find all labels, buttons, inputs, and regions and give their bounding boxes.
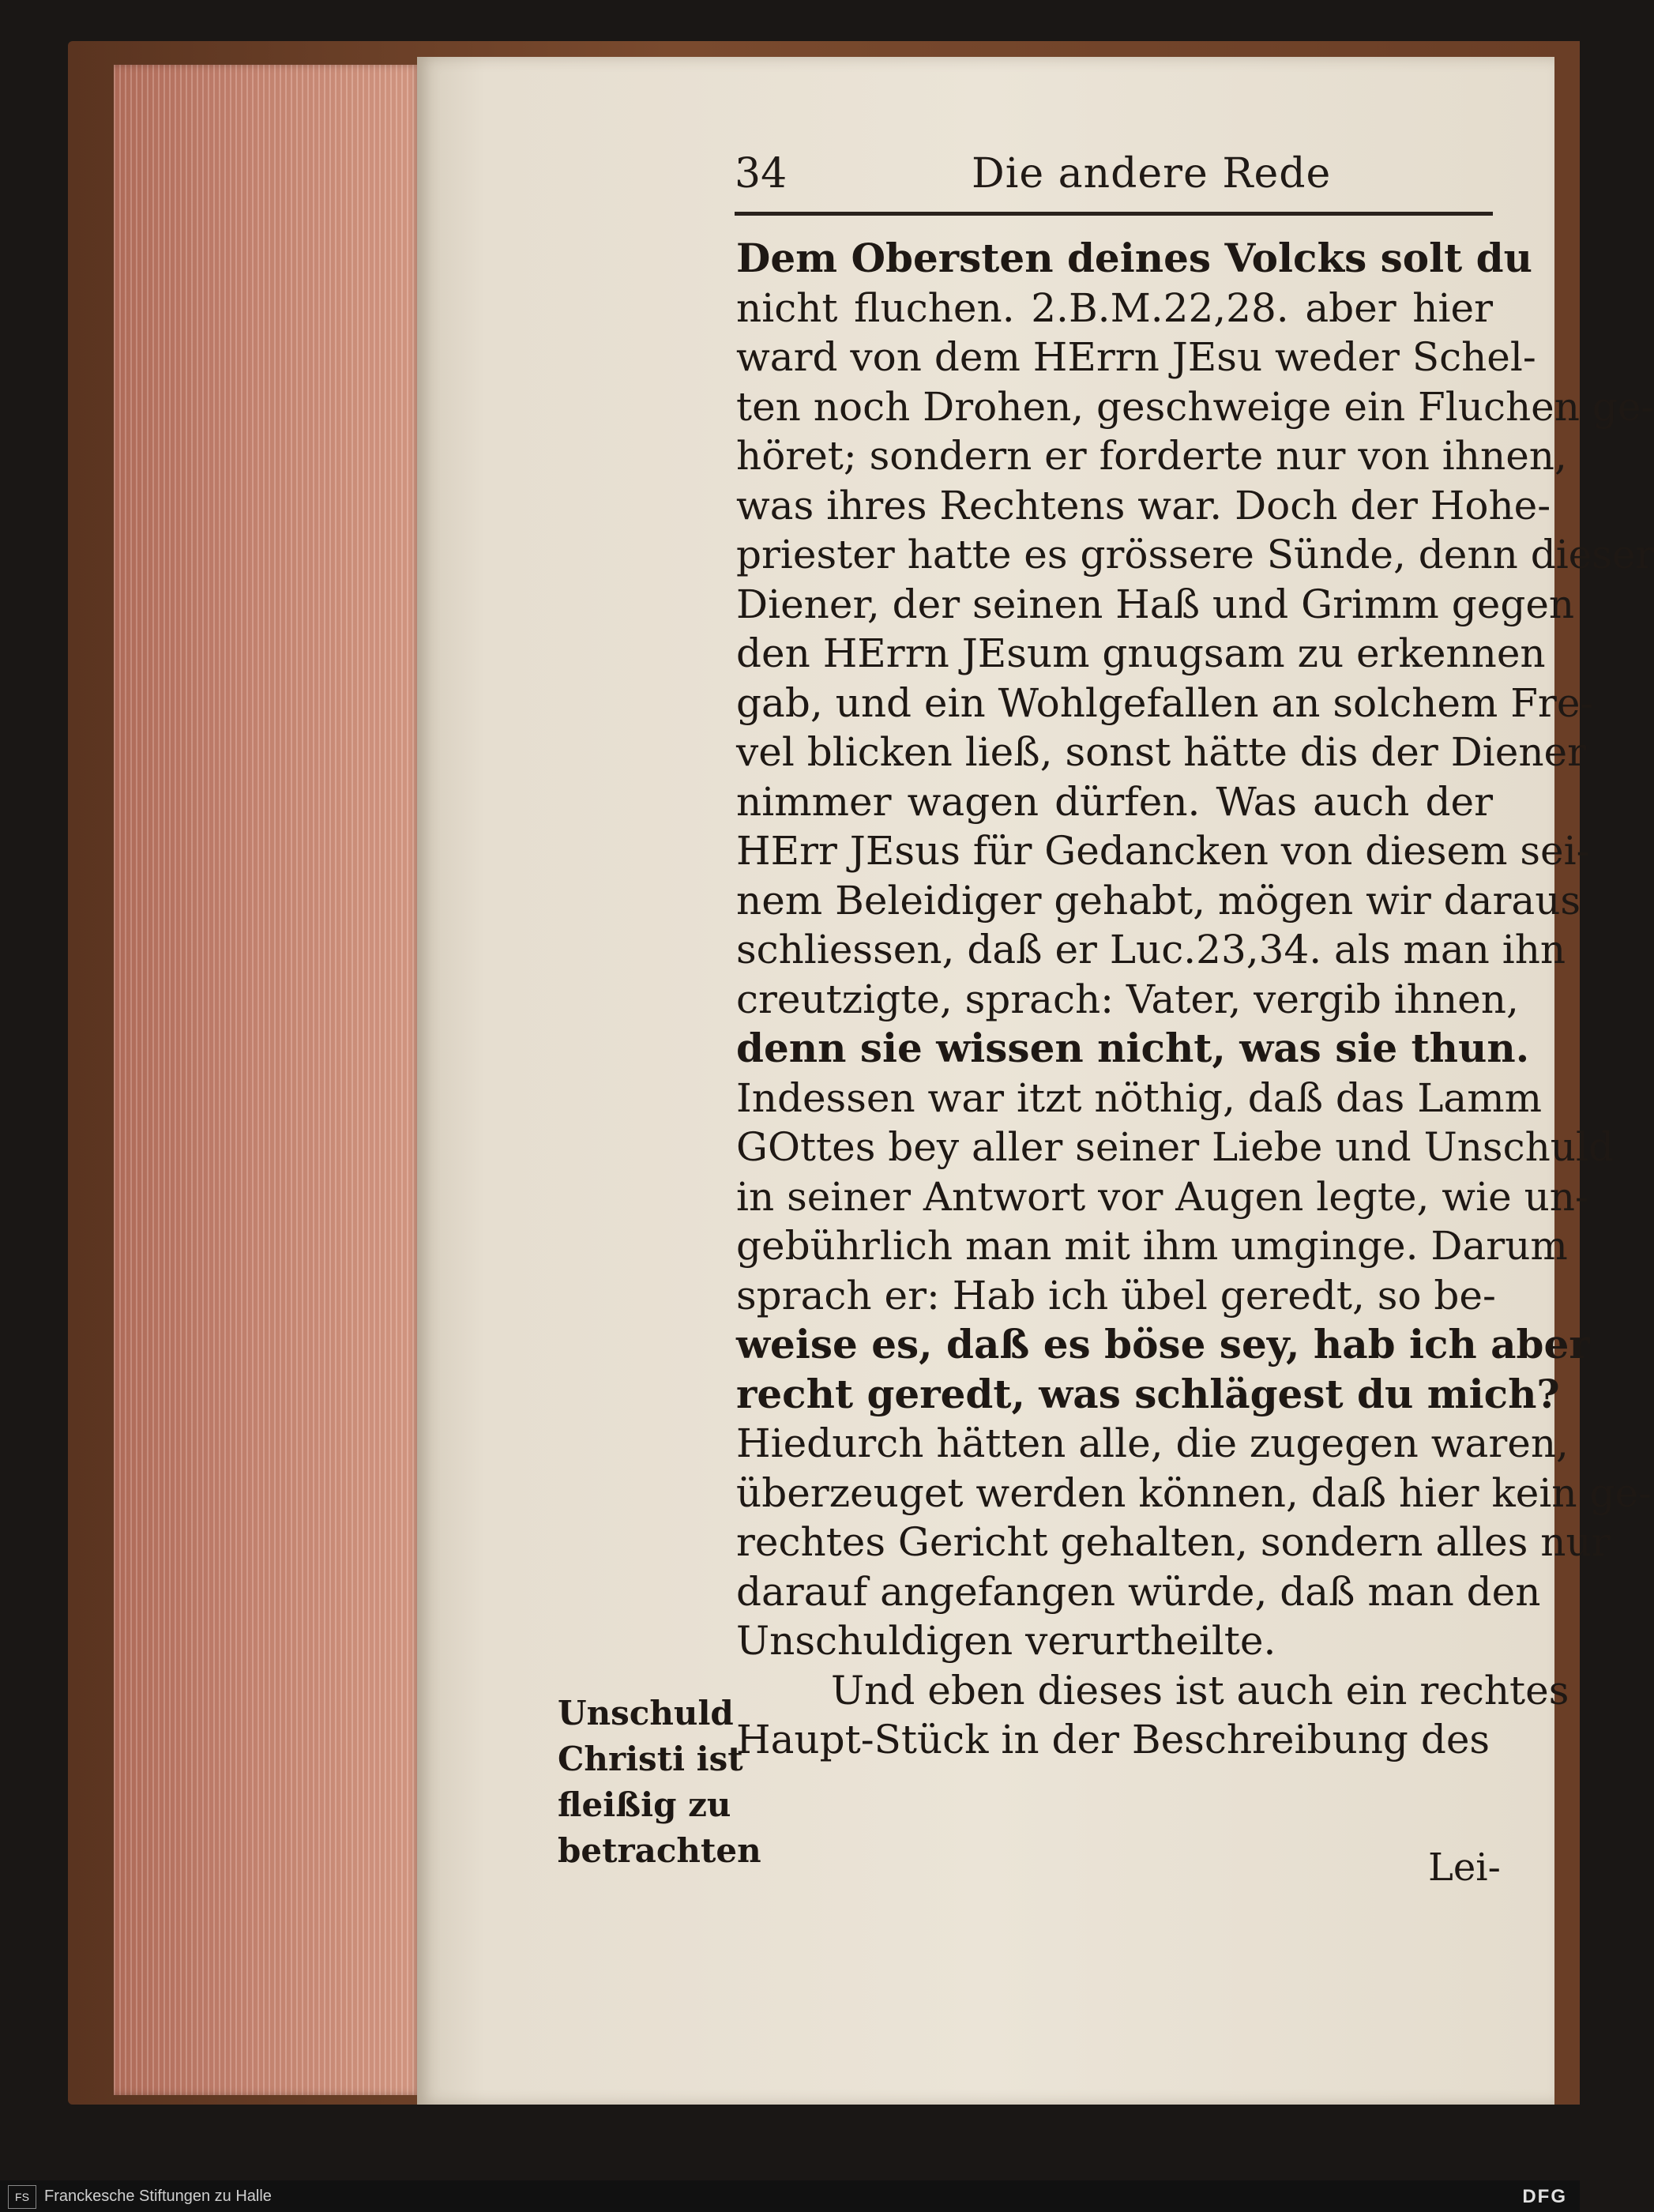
library-name: Franckesche Stiftungen zu Halle [44,2188,272,2205]
margin-note-line: Christi ist [558,1740,743,1778]
text-line: in seiner Antwort vor Augen legte, wie un- [736,1173,1588,1220]
text-line: was ihres Rechtens war. Doch der Hohe- [736,482,1551,529]
margin-note-line: Unschuld [558,1694,734,1732]
catchword: Lei- [1428,1845,1501,1890]
text-line: Dem Obersten deines Volcks solt du [736,235,1532,281]
text-line: recht geredt, was schlägest du mich? [736,1370,1560,1417]
text-line: Unschuldigen verurtheilte. [736,1618,1276,1664]
text-line: Haupt-Stück in der Beschreibung des [736,1717,1490,1762]
text-line: ten noch Drohen, geschweige ein Fluchen ge- [736,383,1654,430]
funder-logo: DFG [1522,2186,1567,2207]
text-line: HErr JEsus für Gedancken von diesem sei- [736,828,1590,874]
text-line: nimmer wagen dürfen. Was auch der [736,778,1493,825]
institution-logo [8,2185,36,2209]
text-line: nem Beleidiger gehabt, mögen wir daraus [736,877,1581,924]
margin-note-line: fleißig zu [558,1785,731,1824]
text-line: denn sie wissen nicht, was sie thun. [736,1025,1530,1071]
viewer-footer [0,2180,1580,2212]
text-line: sprach er: Hab ich übel geredt, so be- [736,1272,1496,1319]
text-line: ward von dem HErrn JEsu weder Schel- [736,334,1536,380]
text-line: gebührlich man mit ihm umginge. Darum [736,1223,1568,1269]
text-line: darauf angefangen würde, daß man den [736,1568,1541,1615]
logo-text: FS [15,2191,29,2203]
text-line: Und eben dieses ist auch ein rechtes [831,1667,1569,1714]
body-text [736,234,1654,1765]
text-line: vel blicken ließ, sonst hätte dis der Diener [736,729,1587,775]
margin-note-line: betrachten [558,1831,761,1870]
header-rule [735,212,1493,216]
text-line: Indessen war itzt nöthig, daß das Lamm [736,1074,1543,1121]
text-line: rechtes Gericht gehalten, sondern alles nur [736,1519,1611,1565]
text-line: priester hatte es grössere Sünde, denn dieser [736,532,1654,577]
text-line: höret; sondern er forderte nur von ihnen, [736,433,1567,479]
text-line: Diener, der seinen Haß und Grimm gegen [736,581,1575,627]
text-line: weise es, daß es böse sey, hab ich aber [736,1321,1590,1367]
text-line: creutzigte, sprach: Vater, vergib ihnen, [736,976,1519,1022]
text-line: GOttes bey aller seiner Liebe und Unschuld [736,1124,1614,1170]
text-line: den HErrn JEsum gnugsam zu erkennen [736,630,1546,676]
page-header [735,150,1493,201]
page-number: 34 [735,150,788,198]
page-edges [114,65,422,2095]
running-title: Die andere Rede [972,150,1332,198]
text-line: nicht fluchen. 2.B.M.22,28. aber hier [736,284,1493,331]
text-line: schliessen, daß er Luc.23,34. als man ihn [736,927,1566,972]
text-line: überzeuget werden können, daß hier kein ge- [736,1469,1652,1516]
text-line: Hiedurch hätten alle, die zugegen waren, [736,1420,1569,1466]
text-line: gab, und ein Wohlgefallen an solchem Fre- [736,679,1594,726]
margin-note [558,1691,761,1874]
